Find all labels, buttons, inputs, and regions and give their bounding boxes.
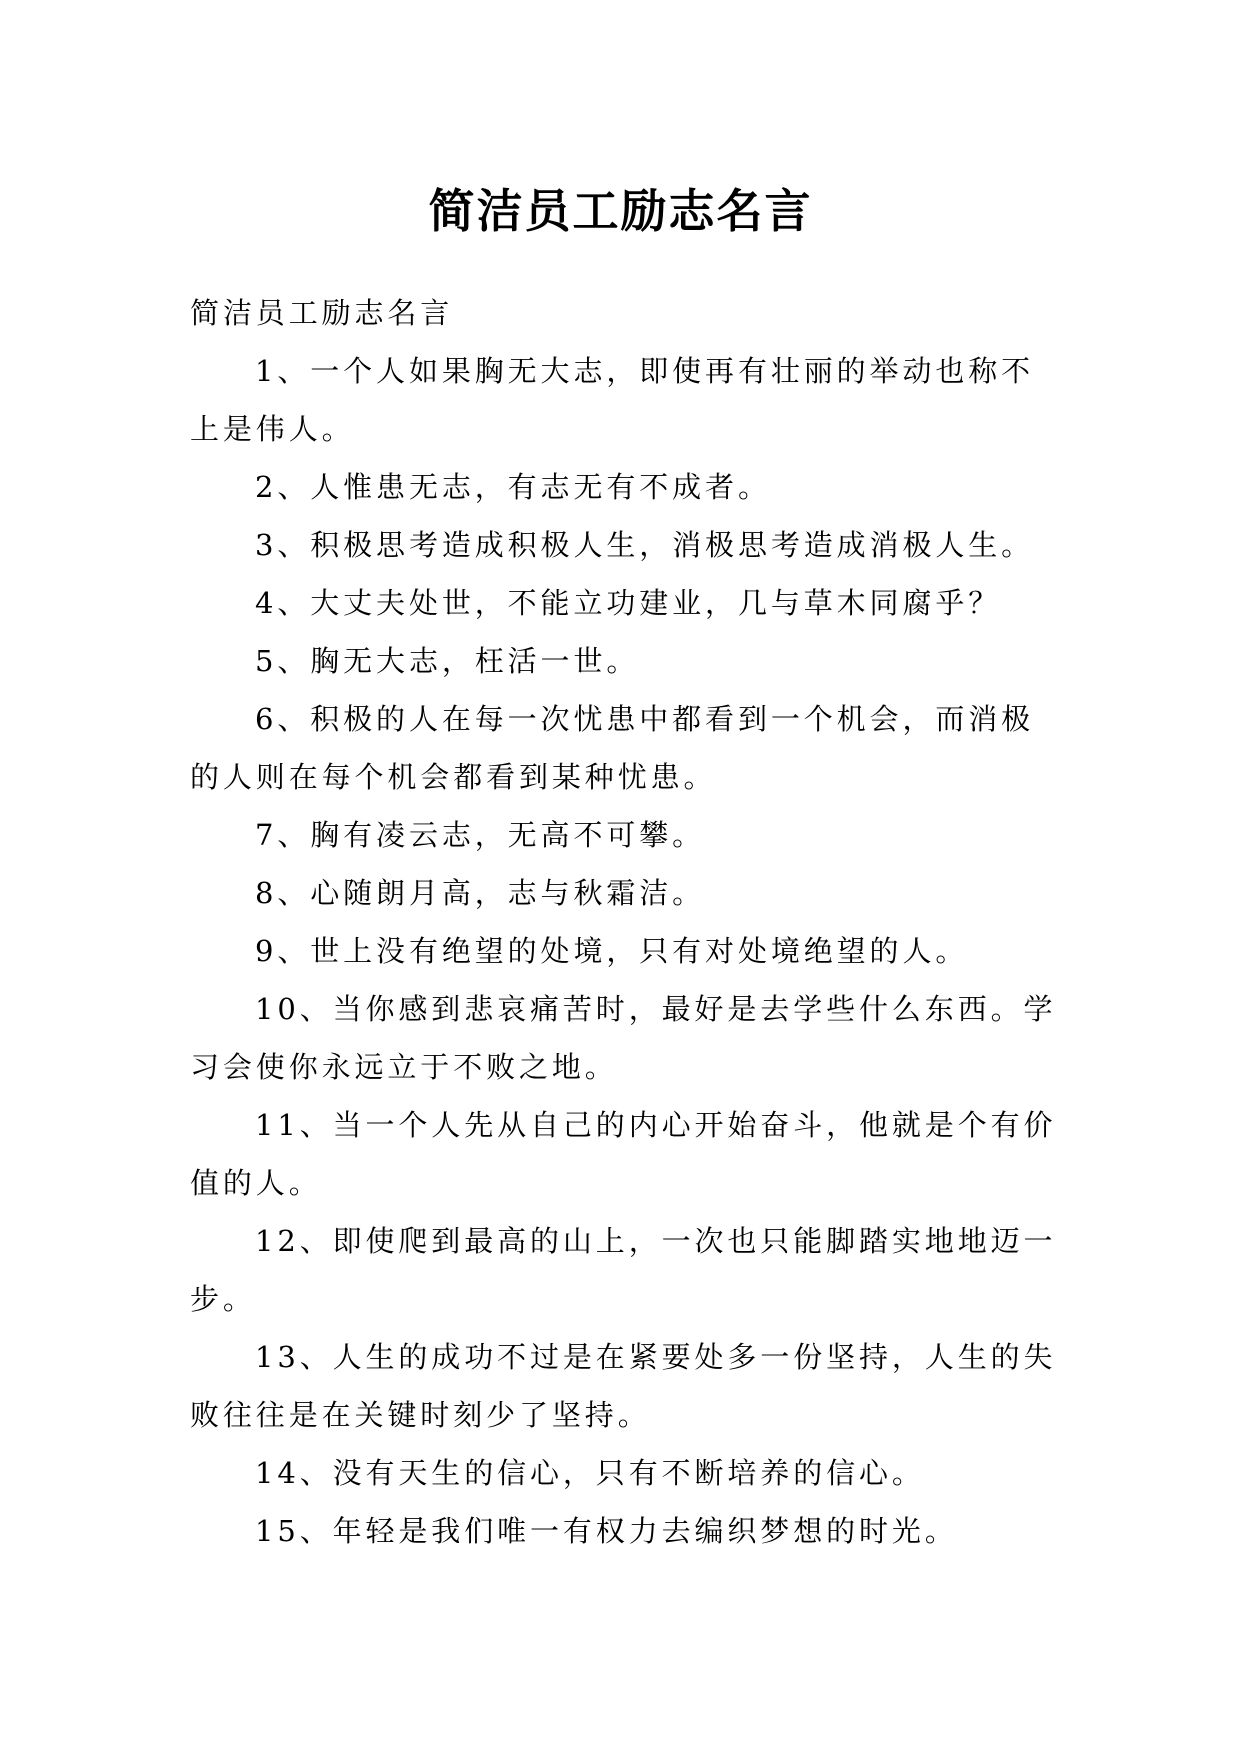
quote-item: 14、没有天生的信心，只有不断培养的信心。 <box>255 1456 925 1490</box>
quote-item: 13、人生的成功不过是在紧要处多一份坚持，人生的失败往往是在关键时刻少了坚持。 <box>190 1340 1057 1432</box>
quote-item: 6、积极的人在每一次忧患中都看到一个机会，而消极的人则在每个机会都看到某种忧患。 <box>190 702 1035 794</box>
quote-item: 11、当一个人先从自己的内心开始奋斗，他就是个有价值的人。 <box>190 1108 1057 1200</box>
quote-item: 2、人惟患无志，有志无有不成者。 <box>255 470 771 504</box>
quote-item: 10、当你感到悲哀痛苦时，最好是去学些什么东西。学习会使你永远立于不败之地。 <box>190 992 1057 1084</box>
quote-item: 15、年轻是我们唯一有权力去编织梦想的时光。 <box>255 1514 958 1548</box>
quote-item: 9、世上没有绝望的处境，只有对处境绝望的人。 <box>255 934 969 968</box>
document-subtitle: 简洁员工励志名言 <box>190 296 454 330</box>
quote-item: 12、即使爬到最高的山上，一次也只能脚踏实地地迈一步。 <box>190 1224 1057 1316</box>
quote-item: 3、积极思考造成积极人生，消极思考造成消极人生。 <box>255 528 1035 562</box>
quote-item: 1、一个人如果胸无大志，即使再有壮丽的举动也称不上是伟人。 <box>190 354 1035 446</box>
quote-item: 4、大丈夫处世，不能立功建业，几与草木同腐乎？ <box>255 586 1002 620</box>
quote-item: 5、胸无大志，枉活一世。 <box>255 644 640 678</box>
quote-item: 8、心随朗月高，志与秋霜洁。 <box>255 876 706 910</box>
document-body <box>190 284 1060 1560</box>
quote-item: 7、胸有凌云志，无高不可攀。 <box>255 818 706 852</box>
document-title: 简洁员工励志名言 <box>428 183 813 238</box>
